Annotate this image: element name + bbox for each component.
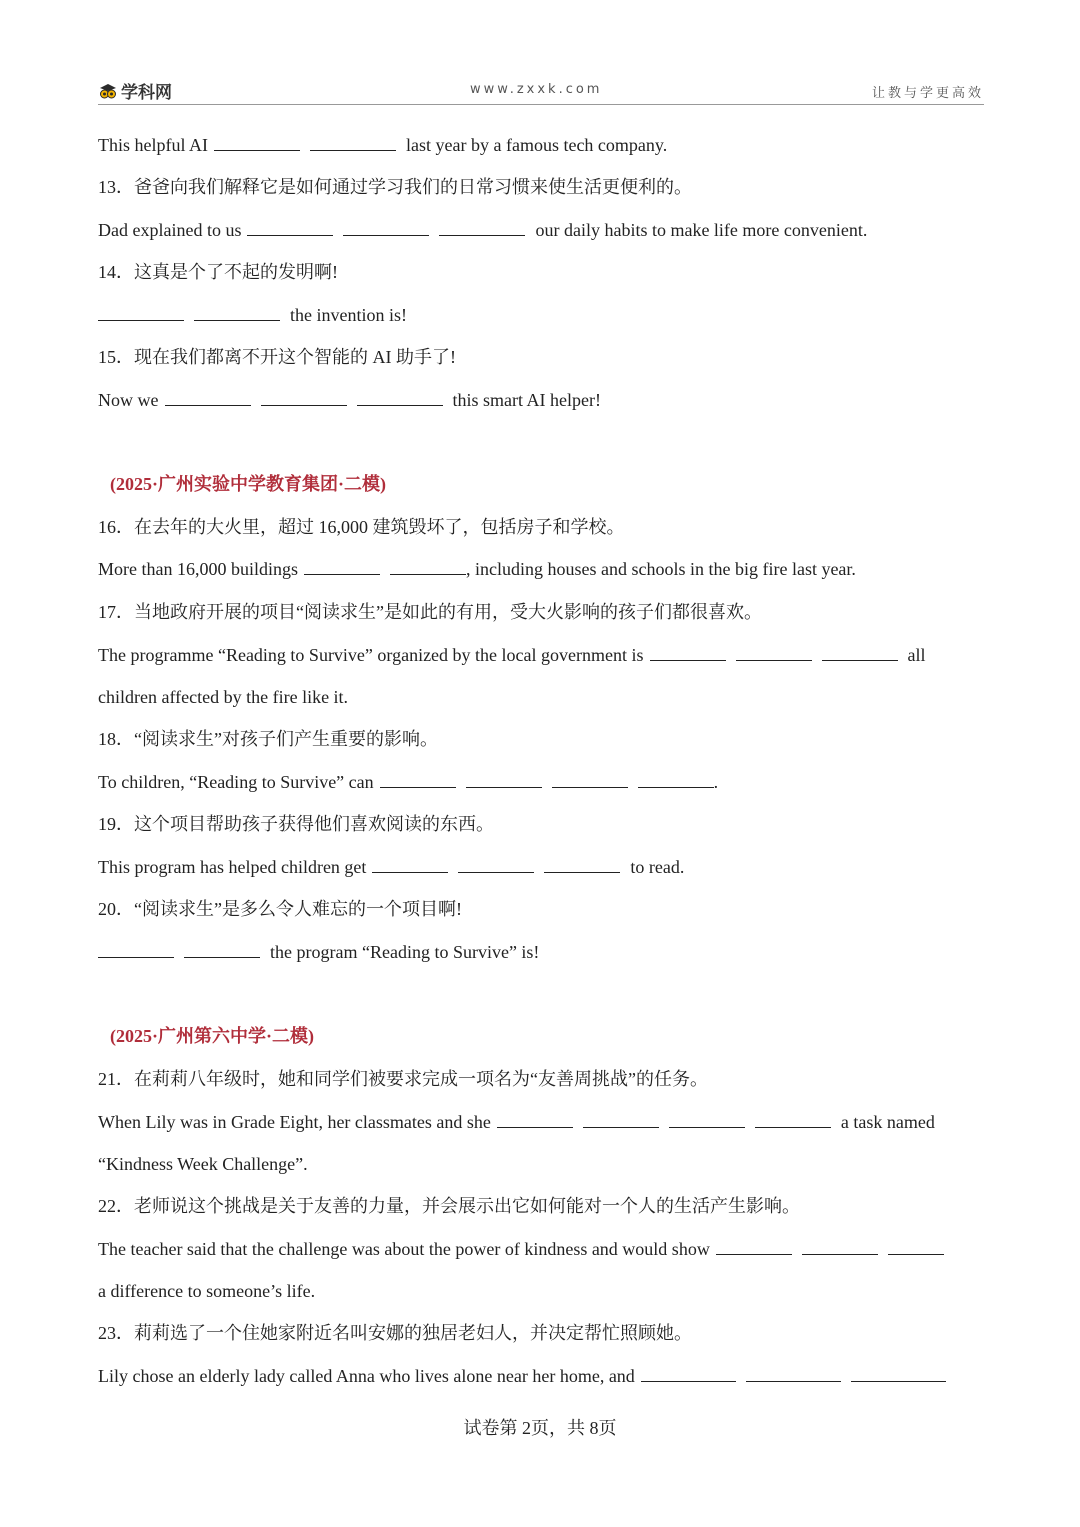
sentence-text: Now we — [98, 390, 159, 410]
answer-blank[interactable] — [458, 856, 534, 873]
answer-blank[interactable] — [310, 134, 396, 151]
sentence-text: Lily chose an elderly lady called Anna who lives alone near her home, and — [98, 1366, 635, 1386]
section-heading: (2025·广州实验中学教育集团·二模) — [110, 474, 386, 494]
question-23-english — [98, 1365, 946, 1387]
answer-blank[interactable] — [716, 1238, 792, 1255]
question-17-english-continued: children affected by the fire like it. — [98, 687, 349, 707]
answer-blank[interactable] — [650, 644, 726, 661]
question-22-english-continued: a difference to someone’s life. — [98, 1281, 316, 1301]
question-17-chinese: 17．当地政府开展的项目“阅读求生”是如此的有用，受大火影响的孩子们都很喜欢。 — [98, 602, 762, 622]
question-13-chinese: 13．爸爸向我们解释它是如何通过学习我们的日常习惯来使生活更便利的。 — [98, 177, 692, 197]
answer-blank[interactable] — [802, 1238, 878, 1255]
question-20-chinese: 20．“阅读求生”是多么令人难忘的一个项目啊! — [98, 899, 462, 919]
sentence-text: When Lily was in Grade Eight, her classmates and she — [98, 1112, 491, 1132]
answer-blank[interactable] — [583, 1111, 659, 1128]
sentence-text: the invention is! — [290, 305, 407, 325]
answer-blank[interactable] — [466, 771, 542, 788]
answer-blank[interactable] — [638, 771, 714, 788]
question-13-english — [98, 219, 867, 241]
question-22-chinese: 22．老师说这个挑战是关于友善的力量，并会展示出它如何能对一个人的生活产生影响。 — [98, 1196, 800, 1216]
answer-blank[interactable] — [888, 1238, 944, 1255]
answer-blank[interactable] — [641, 1365, 736, 1382]
answer-blank[interactable] — [439, 219, 525, 236]
page-footer: 试卷第 2页，共 8页 — [463, 1418, 617, 1438]
page-header — [98, 74, 984, 105]
section-heading: (2025·广州第六中学·二模) — [110, 1026, 314, 1046]
question-15-chinese: 15．现在我们都离不开这个智能的 AI 助手了! — [98, 347, 456, 367]
answer-blank[interactable] — [184, 941, 260, 958]
site-url[interactable]: www.zxxk.com — [470, 82, 603, 97]
sentence-text: this smart AI helper! — [452, 390, 601, 410]
question-16-chinese: 16．在去年的大火里，超过 16,000 建筑毁坏了，包括房子和学校。 — [98, 517, 625, 537]
answer-blank[interactable] — [194, 304, 280, 321]
sentence-12-english — [98, 134, 667, 156]
answer-blank[interactable] — [736, 644, 812, 661]
answer-blank[interactable] — [304, 558, 380, 575]
sentence-text: To children, “Reading to Survive” can — [98, 772, 374, 792]
answer-blank[interactable] — [357, 389, 443, 406]
answer-blank[interactable] — [822, 644, 898, 661]
question-15-english — [98, 389, 601, 411]
question-18-english — [98, 771, 718, 793]
question-16-english — [98, 558, 856, 580]
sentence-text: The programme “Reading to Survive” organized by the local government is — [98, 645, 644, 665]
answer-blank[interactable] — [544, 856, 620, 873]
answer-blank[interactable] — [755, 1111, 831, 1128]
answer-blank[interactable] — [669, 1111, 745, 1128]
sentence-text: , including houses and schools in the big fire last year. — [466, 559, 856, 579]
question-17-english — [98, 644, 926, 666]
sentence-text: Dad explained to us — [98, 220, 242, 240]
logo — [98, 78, 172, 103]
answer-blank[interactable] — [390, 558, 466, 575]
answer-blank[interactable] — [497, 1111, 573, 1128]
question-23-chinese: 23．莉莉选了一个住她家附近名叫安娜的独居老妇人，并决定帮忙照顾她。 — [98, 1323, 692, 1343]
answer-blank[interactable] — [372, 856, 448, 873]
sentence-text: the program “Reading to Survive” is! — [270, 942, 540, 962]
answer-blank[interactable] — [851, 1365, 946, 1382]
sentence-text: This helpful AI — [98, 135, 208, 155]
answer-blank[interactable] — [98, 941, 174, 958]
question-21-chinese: 21．在莉莉八年级时，她和同学们被要求完成一项名为“友善周挑战”的任务。 — [98, 1069, 708, 1089]
logo-owl-icon — [98, 81, 118, 101]
question-21-english — [98, 1111, 935, 1133]
answer-blank[interactable] — [98, 304, 184, 321]
answer-blank[interactable] — [343, 219, 429, 236]
sentence-text: More than 16,000 buildings — [98, 559, 298, 579]
question-22-english — [98, 1238, 944, 1260]
answer-blank[interactable] — [261, 389, 347, 406]
sentence-text: last year by a famous tech company. — [406, 135, 668, 155]
sentence-text: a task named — [840, 1112, 935, 1132]
question-19-chinese: 19．这个项目帮助孩子获得他们喜欢阅读的东西。 — [98, 814, 494, 834]
answer-blank[interactable] — [165, 389, 251, 406]
sentence-text: our daily habits to make life more convenient. — [535, 220, 868, 240]
sentence-text: This program has helped children get — [98, 857, 367, 877]
sentence-text: all — [907, 645, 926, 665]
answer-blank[interactable] — [380, 771, 456, 788]
answer-blank[interactable] — [214, 134, 300, 151]
question-18-chinese: 18．“阅读求生”对孩子们产生重要的影响。 — [98, 729, 438, 749]
question-21-english-continued: “Kindness Week Challenge”. — [98, 1154, 308, 1174]
logo-text: 学科网 — [121, 83, 172, 103]
answer-blank[interactable] — [247, 219, 333, 236]
sentence-text: . — [713, 772, 719, 792]
question-14-english — [98, 304, 407, 326]
sentence-text: to read. — [630, 857, 685, 877]
answer-blank[interactable] — [552, 771, 628, 788]
answer-blank[interactable] — [746, 1365, 841, 1382]
question-20-english — [98, 941, 539, 963]
sentence-text: The teacher said that the challenge was about the power of kindness and would show — [98, 1239, 710, 1259]
question-19-english — [98, 856, 684, 878]
question-14-chinese: 14．这真是个了不起的发明啊! — [98, 262, 338, 282]
slogan: 让教与学更高效 — [871, 86, 984, 101]
